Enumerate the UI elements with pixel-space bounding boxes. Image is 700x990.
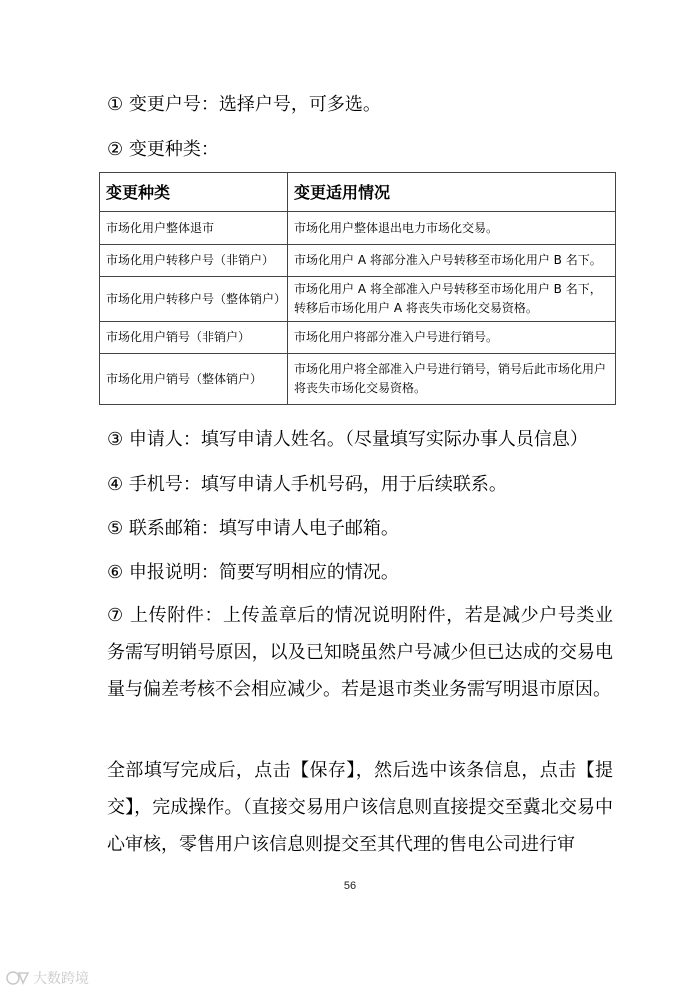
table-row bbox=[100, 212, 616, 245]
table-cell-scenario: 市场化用户 A 将部分准入户号转移至市场化用户 B 名下。 bbox=[288, 245, 616, 277]
table-row bbox=[100, 322, 616, 354]
item-change-type: ② 变更种类： bbox=[107, 139, 219, 160]
item-change-account: ① 变更户号：选择户号，可多选。 bbox=[107, 94, 381, 115]
table-cell-scenario: 市场化用户将全部准入户号进行销号，销号后此市场化用户将丧失市场化交易资格。 bbox=[288, 354, 616, 405]
closing-instructions: 全部填写完成后，点击【保存】，然后选中该条信息，点击【提交】，完成操作。（直接交易用户该信息则直接提交至冀北交易中心审核，零售用户该信息则提交至其代理的售电公司进行审 bbox=[107, 760, 613, 855]
table-cell-type: 市场化用户销号（非销户） bbox=[100, 322, 288, 354]
table-cell-scenario: 市场化用户将部分准入户号进行销号。 bbox=[288, 322, 616, 354]
watermark-logo-icon bbox=[6, 970, 30, 986]
watermark-text: 大数跨境 bbox=[33, 971, 89, 987]
table-header-scenario: 变更适用情况 bbox=[288, 173, 616, 212]
watermark bbox=[6, 968, 89, 988]
table-row bbox=[100, 245, 616, 277]
item-description: ⑥ 申报说明：简要写明相应的情况。 bbox=[107, 562, 399, 583]
item-email: ⑤ 联系邮箱：填写申请人电子邮箱。 bbox=[107, 518, 399, 539]
item-attachment: ⑦ 上传附件：上传盖章后的情况说明附件，若是减少户号类业务需写明销号原因，以及已知晓虽然户号减少但已达成的交易电量与偏差考核不会相应减少。若是退市类业务需写明退市原因。 bbox=[107, 605, 613, 700]
table-header-type: 变更种类 bbox=[100, 173, 288, 212]
table-cell-scenario: 市场化用户 A 将全部准入户号转移至市场化用户 B 名下，转移后市场化用户 A 将丧失市场化交易资格。 bbox=[288, 277, 616, 322]
table-cell-type: 市场化用户销号（整体销户） bbox=[100, 354, 288, 405]
table-cell-type: 市场化用户转移户号（整体销户） bbox=[100, 277, 288, 322]
item-applicant: ③ 申请人：填写申请人姓名。（尽量填写实际办事人员信息） bbox=[107, 429, 588, 450]
change-type-table bbox=[99, 172, 616, 405]
item-phone: ④ 手机号：填写申请人手机号码，用于后续联系。 bbox=[107, 474, 507, 495]
table-cell-scenario: 市场化用户整体退出电力市场化交易。 bbox=[288, 212, 616, 245]
table-header-row bbox=[100, 173, 616, 212]
page-number: 56 bbox=[343, 880, 357, 892]
table-cell-type: 市场化用户转移户号（非销户） bbox=[100, 245, 288, 277]
table-row bbox=[100, 277, 616, 322]
table-row bbox=[100, 354, 616, 405]
table-cell-type: 市场化用户整体退市 bbox=[100, 212, 288, 245]
